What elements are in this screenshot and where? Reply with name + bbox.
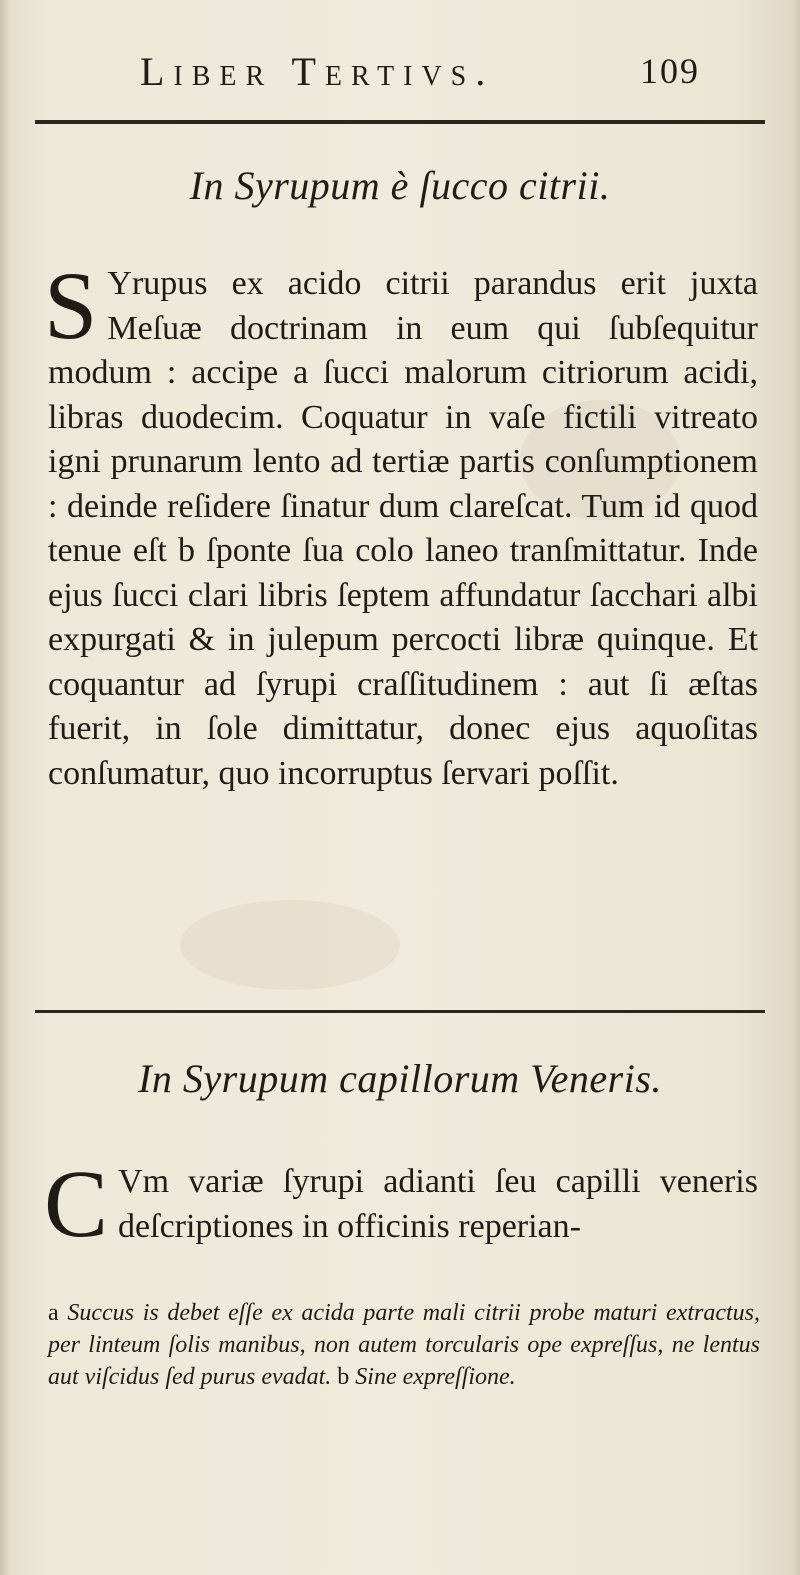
drop-cap: S — [44, 252, 98, 359]
header-rule — [35, 120, 765, 124]
running-title: Liber Tertivs. — [140, 49, 495, 94]
section-paragraph — [44, 252, 758, 796]
paragraph-text: Yrupus ex acido citrii parandus erit juxta Meſuæ doctrinam in eum qui ſubſequitur modum : accipe a ſucci malorum citriorum acidi, libras duodecim. Coquatur in vaſe fictili vitreato igni prunarum lento ad tertiæ partis conſumptionem : deinde reſidere ſinatur dum clareſcat. Tum id quod tenue eſt b ſponte ſua colo laneo tranſmittatur. Inde ejus ſucci clari libris ſeptem affundatur ſacchari albi expurgati & in julepum percocti libræ quinque. Et coquantur ad ſyrupi craſſitudinem : aut ſi æſtas fuerit, in ſole dimittatur, donec ejus aquoſitas conſumatur, quo incorruptus ſervari poſſit. — [48, 265, 758, 792]
section-paragraph — [44, 1150, 758, 1257]
footnote-marker: b — [337, 1364, 350, 1390]
footnote-text: Sine expreſſione. — [355, 1364, 516, 1390]
paper-stain — [180, 900, 400, 990]
page-number: 109 — [640, 51, 700, 91]
footnotes — [48, 1297, 760, 1393]
running-head — [140, 48, 700, 98]
page-edge-shadow — [794, 0, 800, 1575]
section-divider-rule — [35, 1010, 765, 1013]
drop-cap: C — [44, 1150, 109, 1257]
paragraph-text: Vm variæ ſyrupi adianti ſeu capilli veneris deſcriptiones in officinis reperian- — [118, 1163, 758, 1245]
footnote-marker: a — [48, 1300, 59, 1326]
section-heading: In Syrupum è ſucco citrii. — [189, 163, 611, 208]
page-gutter-shadow — [0, 0, 10, 1575]
section-heading: In Syrupum capillorum Veneris. — [138, 1056, 662, 1101]
footnote-text: Succus is debet eſſe ex acida parte mali citrii probe maturi extractus, per linteum ſolis manibus, non autem torcularis ope expreſſus, ne lentus aut viſcidus ſed purus evadat. — [48, 1300, 761, 1390]
